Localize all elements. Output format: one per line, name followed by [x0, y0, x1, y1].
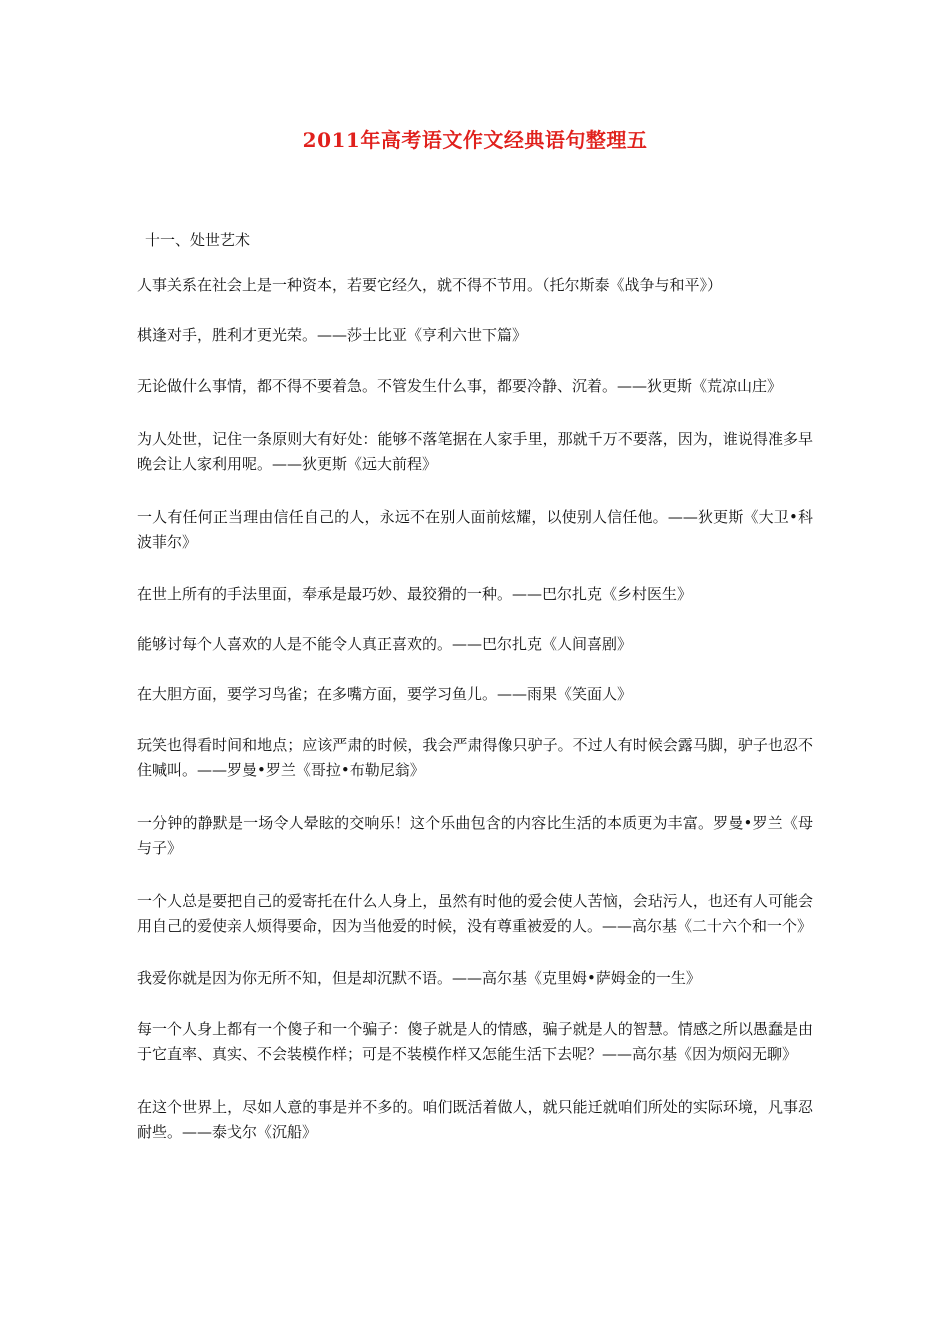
document-title: 2011年高考语文作文经典语句整理五 [302, 128, 648, 152]
quote-paragraph: 一人有任何正当理由信任自己的人，永远不在别人面前炫耀，以使别人信任他。——狄更斯《大卫•科波菲尔》 [137, 508, 813, 551]
quote-paragraph: 玩笑也得看时间和地点；应该严肃的时候，我会严肃得像只驴子。不过人有时候会露马脚，驴子也忍不住喊叫。——罗曼•罗兰《哥拉•布勒尼翁》 [137, 736, 813, 779]
quote-paragraph: 人事关系在社会上是一种资本，若要它经久，就不得不节用。（托尔斯泰《战争与和平》） [137, 276, 723, 294]
quote-paragraph: 无论做什么事情，都不得不要着急。不管发生什么事，都要冷静、沉着。——狄更斯《荒凉山庄》 [137, 377, 783, 395]
quote-paragraph: 为人处世，记住一条原则大有好处：能够不落笔据在人家手里，那就千万不要落，因为，谁说得准多早晚会让人家利用呢。——狄更斯《远大前程》 [137, 430, 813, 473]
quote-paragraph: 在世上所有的手法里面，奉承是最巧妙、最狡猾的一种。——巴尔扎克《乡村医生》 [137, 585, 693, 603]
section-heading: 十一、处世艺术 [145, 231, 251, 249]
quote-paragraph: 一分钟的静默是一场令人晕眩的交响乐！这个乐曲包含的内容比生活的本质更为丰富。罗曼•罗兰《母与子》 [137, 814, 813, 857]
quote-paragraph: 在这个世界上，尽如人意的事是并不多的。咱们既活着做人，就只能迁就咱们所处的实际环境，凡事忍耐些。——泰戈尔《沉船》 [137, 1098, 813, 1141]
quote-paragraph: 能够讨每个人喜欢的人是不能令人真正喜欢的。——巴尔扎克《人间喜剧》 [137, 635, 633, 653]
quote-paragraph: 一个人总是要把自己的爱寄托在什么人身上，虽然有时他的爱会使人苦恼，会玷污人，也还有人可能会用自己的爱使亲人烦得要命，因为当他爱的时候，没有尊重被爱的人。——高尔基《二十六个和一个》 [137, 892, 813, 935]
quote-paragraph: 我爱你就是因为你无所不知，但是却沉默不语。——高尔基《克里姆•萨姆金的一生》 [137, 969, 701, 987]
quote-paragraph: 棋逢对手，胜利才更光荣。——莎士比亚《亨利六世下篇》 [137, 326, 528, 344]
quote-paragraph: 每一个人身上都有一个傻子和一个骗子：傻子就是人的情感，骗子就是人的智慧。情感之所以愚蠢是由于它直率、真实、不会装模作样；可是不装模作样又怎能生活下去呢？——高尔基《因为烦闷无聊》 [137, 1020, 813, 1063]
quote-list [137, 274, 813, 1173]
quote-paragraph: 在大胆方面，要学习鸟雀；在多嘴方面，要学习鱼儿。——雨果《笑面人》 [137, 685, 633, 703]
